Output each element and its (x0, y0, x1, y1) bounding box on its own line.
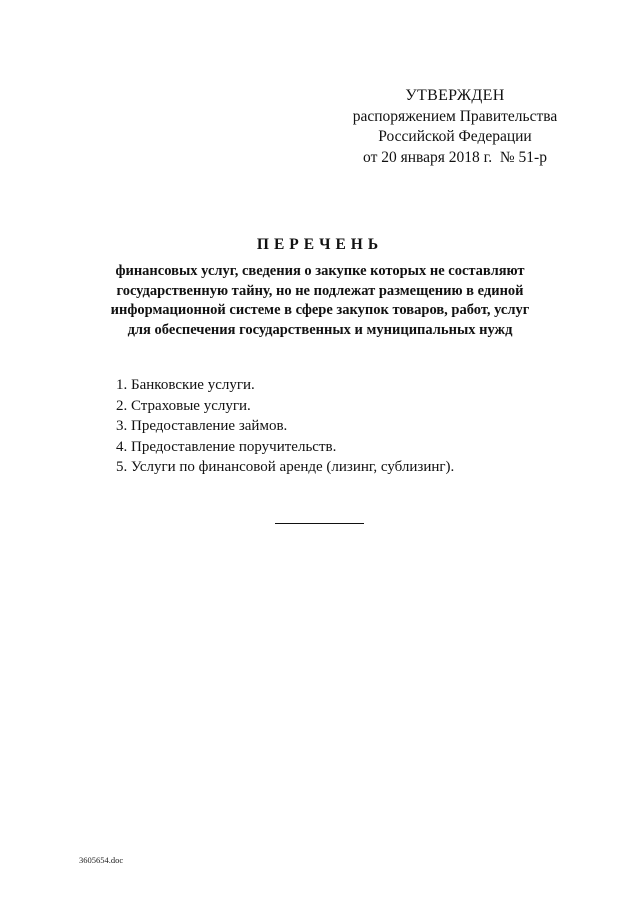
subtitle-line: государственную тайну, но не подлежат размещению в единой (116, 282, 524, 299)
document-subtitle (95, 262, 545, 340)
subtitle-line: финансовых услуг, сведения о закупке которых не составляют (115, 263, 525, 279)
document-title: ПЕРЕЧЕНЬ (256, 236, 384, 253)
services-list (116, 375, 454, 478)
subtitle-line: информационной системе в сфере закупок товаров, работ, услуг (110, 302, 530, 318)
subtitle-line: для обеспечения государственных и муниципальных нужд (127, 321, 513, 338)
list-item: 3. Предоставление займов. (116, 418, 288, 434)
footer-filename: 3605654.doc (79, 855, 124, 865)
approval-block (340, 86, 570, 168)
list-item: 1. Банковские услуги. (116, 377, 255, 393)
approval-line-government: Российской Федерации (378, 128, 532, 145)
list-item: 4. Предоставление поручительств. (116, 438, 337, 455)
list-item: 2. Страховые услуги. (116, 397, 251, 414)
list-item: 5. Услуги по финансовой аренде (лизинг, сублизинг). (116, 459, 455, 475)
approval-line-decree: распоряжением Правительства (352, 107, 558, 125)
end-rule (275, 523, 364, 524)
approval-heading: УТВЕРЖДЕН (405, 87, 505, 104)
approval-line-date-number: от 20 января 2018 г. № 51-р (363, 148, 547, 166)
